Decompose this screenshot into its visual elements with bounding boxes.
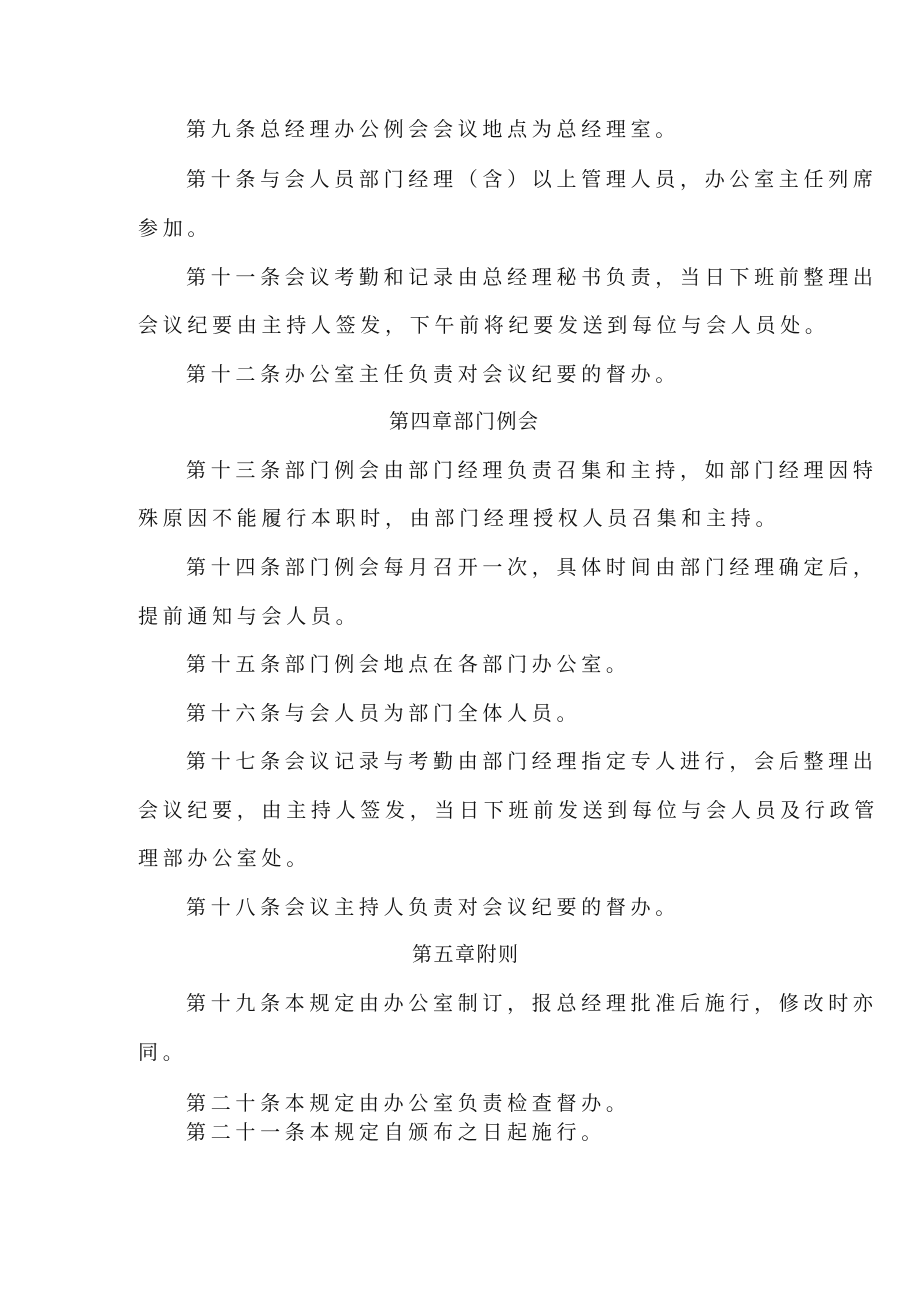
article-19-line-1: 第十九条本规定由办公室制订，报总经理批准后施行，修改时亦 [186,991,878,1015]
article-15: 第十五条部门例会地点在各部门办公室。 [186,652,631,676]
chapter-5-heading: 第五章附则 [412,942,520,966]
article-16: 第十六条与会人员为部门全体人员。 [186,701,582,725]
article-14-line-1: 第十四条部门例会每月召开一次，具体时间由部门经理确定后， [186,555,878,579]
article-20: 第二十条本规定由办公室负责检查督办。 [186,1091,631,1115]
article-19-line-2: 同。 [138,1040,188,1064]
article-13-line-1: 第十三条部门例会由部门经理负责召集和主持，如部门经理因特 [186,458,878,482]
article-17-line-1: 第十七条会议记录与考勤由部门经理指定专人进行，会后整理出 [186,749,878,773]
article-10-line-2: 参加。 [138,216,213,240]
article-18: 第十八条会议主持人负责对会议纪要的督办。 [186,895,680,919]
article-17-line-3: 理部办公室处。 [138,846,311,870]
article-10-line-1: 第十条与会人员部门经理（含）以上管理人员，办公室主任列席 [186,167,878,191]
article-14-line-2: 提前通知与会人员。 [138,604,361,628]
article-11-line-2: 会议纪要由主持人签发，下午前将纪要发送到每位与会人员处。 [138,313,830,337]
article-17-line-2: 会议纪要，由主持人签发，当日下班前发送到每位与会人员及行政管 [138,798,879,822]
article-12: 第十二条办公室主任负责对会议纪要的督办。 [186,362,680,386]
article-11-line-1: 第十一条会议考勤和记录由总经理秘书负责，当日下班前整理出 [186,265,878,289]
article-9: 第九条总经理办公例会会议地点为总经理室。 [186,117,680,141]
article-21: 第二十一条本规定自颁布之日起施行。 [186,1120,606,1144]
article-13-line-2: 殊原因不能履行本职时，由部门经理授权人员召集和主持。 [138,506,781,530]
chapter-4-heading: 第四章部门例会 [389,409,540,433]
